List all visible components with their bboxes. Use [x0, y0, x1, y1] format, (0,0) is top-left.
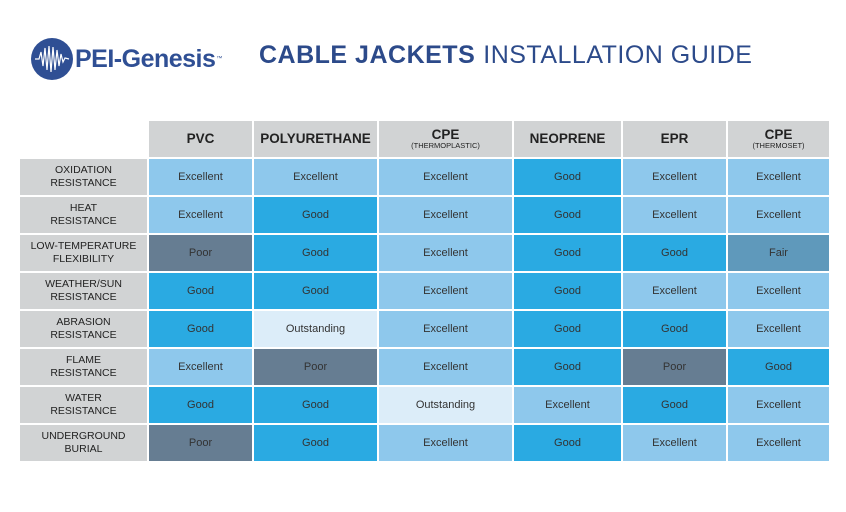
rating-cell: Excellent	[379, 235, 512, 271]
column-name: PVC	[186, 130, 215, 146]
column-name: CPE	[764, 126, 793, 142]
rating-cell: Excellent	[728, 425, 829, 461]
rating-cell: Excellent	[379, 273, 512, 309]
row-label-line: HEAT	[69, 201, 98, 214]
row-label-line: BURIAL	[64, 443, 103, 455]
rating-cell: Good	[149, 273, 252, 309]
row-label	[20, 235, 147, 271]
globe-wave-icon	[31, 38, 73, 80]
title-bold: CABLE JACKETS	[259, 41, 476, 69]
column-header	[514, 121, 621, 157]
rating-cell: Excellent	[254, 159, 377, 195]
rating-cell: Good	[514, 273, 621, 309]
rating-cell: Good	[623, 311, 726, 347]
row-label-line: FLEXIBILITY	[52, 253, 115, 265]
column-name: POLYURETHANE	[260, 130, 371, 146]
row-label-line: WATER	[65, 391, 102, 404]
rating-cell: Poor	[149, 235, 252, 271]
column-name: EPR	[660, 130, 689, 146]
rating-cell: Excellent	[728, 387, 829, 423]
rating-cell: Good	[514, 197, 621, 233]
row-label-line: RESISTANCE	[50, 291, 117, 303]
rating-cell: Good	[254, 197, 377, 233]
title-rest: INSTALLATION GUIDE	[483, 41, 753, 69]
rating-cell: Excellent	[728, 159, 829, 195]
rating-cell: Good	[254, 273, 377, 309]
column-subtitle: (THERMOPLASTIC)	[411, 141, 480, 151]
rating-cell: Excellent	[514, 387, 621, 423]
page-title	[259, 41, 752, 70]
rating-cell: Excellent	[149, 349, 252, 385]
rating-cell: Good	[254, 235, 377, 271]
rating-cell: Excellent	[623, 425, 726, 461]
rating-cell: Good	[514, 349, 621, 385]
brand-name: PEI-Genesis	[75, 44, 216, 73]
rating-cell: Good	[149, 311, 252, 347]
rating-cell: Excellent	[379, 311, 512, 347]
trademark: ™	[216, 56, 223, 62]
rating-cell: Outstanding	[379, 387, 512, 423]
rating-cell: Outstanding	[254, 311, 377, 347]
rating-cell: Poor	[254, 349, 377, 385]
rating-cell: Excellent	[623, 273, 726, 309]
rating-cell: Good	[254, 425, 377, 461]
rating-cell: Excellent	[728, 311, 829, 347]
column-header	[623, 121, 726, 157]
rating-cell: Good	[149, 387, 252, 423]
rating-cell: Excellent	[728, 273, 829, 309]
pei-genesis-logo	[31, 38, 222, 80]
row-label-line: OXIDATION	[55, 163, 112, 176]
rating-cell: Excellent	[149, 159, 252, 195]
column-header	[728, 121, 829, 157]
row-label-line: WEATHER/SUN	[45, 277, 122, 290]
cable-jacket-table	[20, 121, 829, 461]
column-header	[149, 121, 252, 157]
row-label-line: RESISTANCE	[50, 329, 117, 341]
row-label	[20, 425, 147, 461]
column-name: NEOPRENE	[529, 130, 606, 146]
column-subtitle: (THERMOSET)	[752, 141, 805, 151]
row-label-line: UNDERGROUND	[41, 429, 126, 442]
row-label-line: RESISTANCE	[50, 405, 117, 417]
rating-cell: Good	[254, 387, 377, 423]
rating-cell: Good	[514, 159, 621, 195]
row-label-line: LOW-TEMPERATURE	[30, 239, 137, 252]
rating-cell: Good	[514, 425, 621, 461]
rating-cell: Excellent	[728, 197, 829, 233]
corner-blank	[20, 121, 147, 157]
rating-cell: Excellent	[379, 349, 512, 385]
row-label-line: RESISTANCE	[50, 215, 117, 227]
row-label	[20, 349, 147, 385]
row-label-line: ABRASION	[56, 315, 111, 328]
rating-cell: Excellent	[379, 197, 512, 233]
row-label	[20, 311, 147, 347]
row-label-line: RESISTANCE	[50, 177, 117, 189]
rating-cell: Excellent	[379, 425, 512, 461]
rating-cell: Poor	[149, 425, 252, 461]
column-header	[254, 121, 377, 157]
row-label-line: RESISTANCE	[50, 367, 117, 379]
row-label-line: FLAME	[65, 353, 101, 366]
rating-cell: Excellent	[623, 197, 726, 233]
rating-cell: Excellent	[149, 197, 252, 233]
rating-cell: Good	[728, 349, 829, 385]
row-label	[20, 159, 147, 195]
rating-cell: Excellent	[379, 159, 512, 195]
rating-cell: Poor	[623, 349, 726, 385]
rating-cell: Fair	[728, 235, 829, 271]
rating-cell: Good	[623, 387, 726, 423]
rating-cell: Good	[623, 235, 726, 271]
row-label	[20, 273, 147, 309]
rating-cell: Good	[514, 235, 621, 271]
rating-cell: Excellent	[623, 159, 726, 195]
column-name: CPE	[431, 126, 460, 142]
rating-cell: Good	[514, 311, 621, 347]
column-header	[379, 121, 512, 157]
row-label	[20, 197, 147, 233]
row-label	[20, 387, 147, 423]
